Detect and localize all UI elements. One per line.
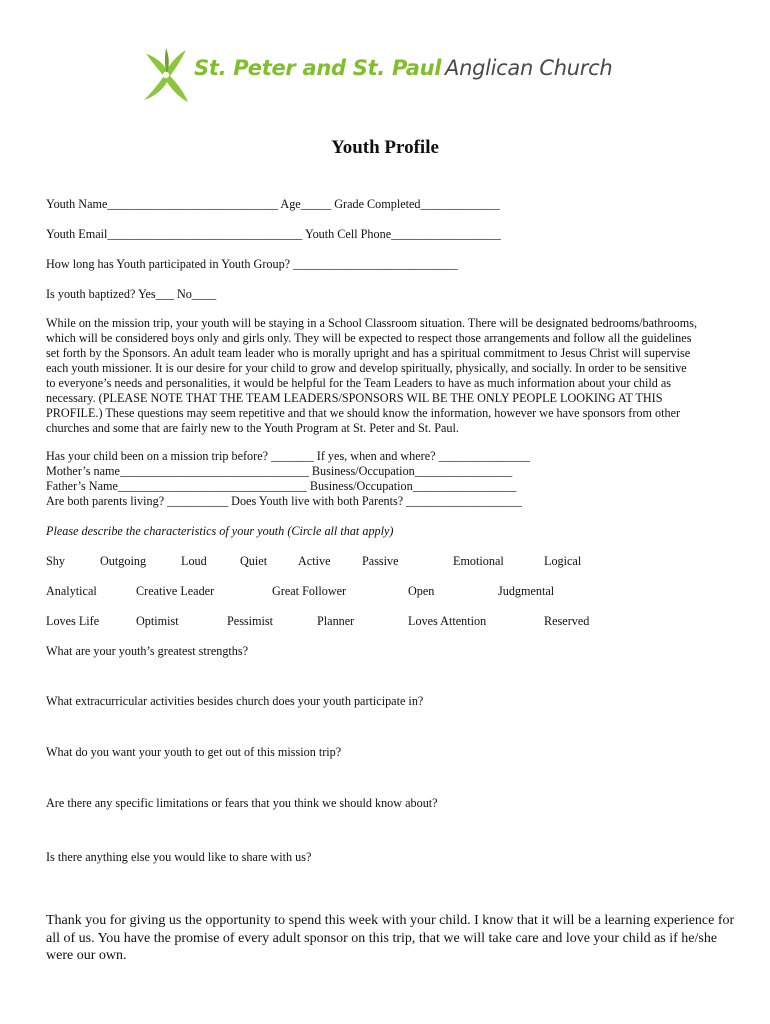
paragraph-line: to everyone’s needs and personalities, it would be helpful for the Team Leaders to have as much information about your child as xyxy=(46,376,672,390)
closing-paragraph xyxy=(46,912,746,965)
baptized-line: Is youth baptized? Yes___ No____ xyxy=(46,287,217,301)
question-limitations: Are there any specific limitations or fears that you think we should know about? xyxy=(46,796,438,810)
trait-option[interactable]: Outgoing xyxy=(100,554,147,568)
father-name-line: Father’s Name_______________________________ Business/Occupation_________________ xyxy=(46,479,517,493)
trait-option[interactable]: Optimist xyxy=(136,614,179,628)
question-anything-else: Is there anything else you would like to share with us? xyxy=(46,850,312,864)
closing-line: all of us. You have the promise of every adult sponsor on this trip, that we will take care and love your child as if he/she xyxy=(46,930,718,946)
trait-option[interactable]: Loves Life xyxy=(46,614,100,628)
green-x-cross-icon xyxy=(140,46,190,104)
page-title: Youth Profile xyxy=(331,137,439,158)
trait-option[interactable]: Planner xyxy=(317,614,355,628)
trait-option[interactable]: Passive xyxy=(362,554,399,568)
trait-option[interactable]: Analytical xyxy=(46,584,97,598)
question-strengths: What are your youth’s greatest strengths? xyxy=(46,644,249,658)
paragraph-line: each youth missioner. It is our desire for your child to grow and develop spiritually, physically, and socially. In order to be sensitive xyxy=(46,361,687,375)
characteristics-prompt: Please describe the characteristics of your youth (Circle all that apply) xyxy=(46,524,394,538)
paragraph-line: set forth by the Sponsors. An adult team leader who is morally upright and has a spiritual commitment to Jesus Christ will supervise xyxy=(46,346,691,360)
trait-option[interactable]: Quiet xyxy=(240,554,268,568)
prior-trip-line: Has your child been on a mission trip before? _______ If yes, when and where? _______________ xyxy=(46,449,531,463)
paragraph-line: PROFILE.) These questions may seem repetitive and that we should know the information, however we have sponsors from other xyxy=(46,406,681,420)
trait-option[interactable]: Loud xyxy=(181,554,207,568)
youth-name-line: Youth Name____________________________ Age_____ Grade Completed_____________ xyxy=(46,197,500,211)
church-logo xyxy=(140,46,630,104)
trait-option[interactable]: Logical xyxy=(544,554,582,568)
trait-option[interactable]: Open xyxy=(408,584,435,598)
youth-email-line: Youth Email________________________________ Youth Cell Phone__________________ xyxy=(46,227,501,241)
logo-text-secondary: Anglican Church xyxy=(445,56,613,80)
closing-line: Thank you for giving us the opportunity to spend this week with your child. I know that it will be a learning experience for xyxy=(46,913,735,928)
question-extracurricular: What extracurricular activities besides church does your youth participate in? xyxy=(46,694,424,708)
mission-trip-paragraph xyxy=(46,316,736,436)
question-goals: What do you want your youth to get out of this mission trip? xyxy=(46,745,342,759)
trait-option[interactable]: Judgmental xyxy=(498,584,555,598)
closing-line: were our own. xyxy=(46,948,127,963)
paragraph-line: necessary. (PLEASE NOTE THAT THE TEAM LEADERS/SPONSORS WIL BE THE ONLY PEOPLE LOOKING AT THIS xyxy=(46,391,663,405)
trait-option[interactable]: Shy xyxy=(46,554,65,568)
mother-name-line: Mother’s name_______________________________ Business/Occupation________________ xyxy=(46,464,513,478)
youth-group-duration-line: How long has Youth participated in Youth Group? ___________________________ xyxy=(46,257,458,271)
trait-option[interactable]: Reserved xyxy=(544,614,590,628)
paragraph-line: While on the mission trip, your youth will be staying in a School Classroom situation. There will be designated bedrooms/bathrooms, xyxy=(46,316,698,330)
trait-option[interactable]: Active xyxy=(298,554,331,568)
trait-option[interactable]: Pessimist xyxy=(227,614,274,628)
trait-option[interactable]: Great Follower xyxy=(272,584,347,598)
trait-option[interactable]: Loves Attention xyxy=(408,614,487,628)
parents-living-line: Are both parents living? __________ Does Youth live with both Parents? ___________________ xyxy=(46,494,522,508)
paragraph-line: churches and some that are fairly new to the Youth Program at St. Peter and St. Paul. xyxy=(46,421,459,435)
trait-option[interactable]: Emotional xyxy=(453,554,504,568)
paragraph-line: which will be considered boys only and girls only. They will be expected to respect those arrangements and follow all the guidelines xyxy=(46,331,692,345)
trait-option[interactable]: Creative Leader xyxy=(136,584,215,598)
logo-text-primary: St. Peter and St. Paul xyxy=(194,56,442,80)
